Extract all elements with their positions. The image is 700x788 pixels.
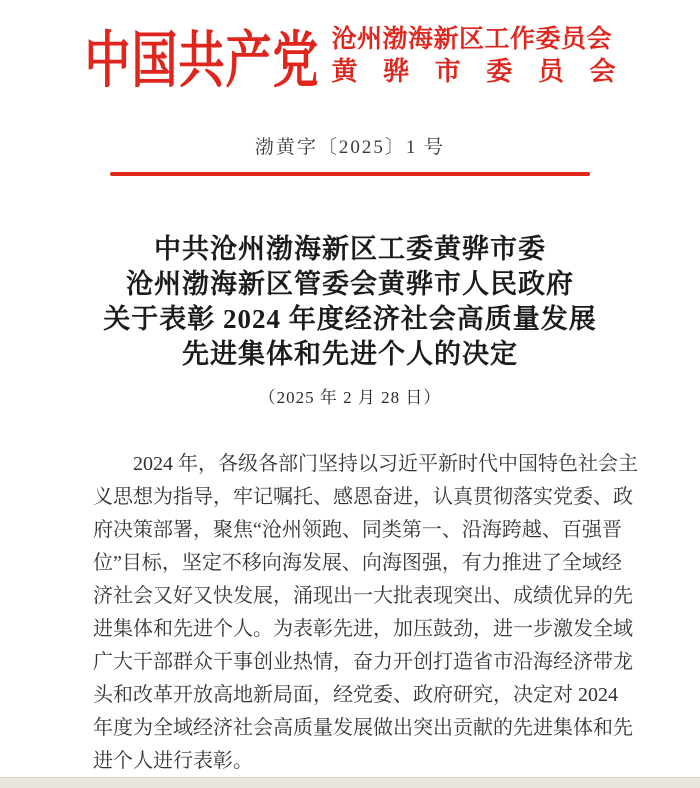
document-title	[0, 232, 700, 372]
body-line: 府决策部署，聚焦“沧州领跑、同类第一、沿海跨越、百强晋	[93, 519, 622, 541]
document-letterhead	[0, 0, 700, 96]
body-line: 进集体和先进个人。为表彰先进，加压鼓劲，进一步激发全域	[93, 618, 633, 640]
committee-line-2: 黄骅市委员会	[331, 57, 616, 86]
body-line: 济社会又好又快发展，涌现出一大批表现突出、成绩优异的先	[93, 585, 633, 607]
body-line: 2024 年，各级各部门坚持以习近平新时代中国特色社会主	[133, 453, 638, 475]
title-line: 先进集体和先进个人的决定	[182, 339, 518, 369]
body-line: 位”目标，坚定不移向海发展、向海图强，有力推进了全域经	[93, 552, 622, 574]
committee-line-1: 沧州渤海新区工作委员会	[331, 26, 613, 53]
body-line: 进个人进行表彰。	[93, 750, 253, 772]
body-line: 头和改革开放高地新局面，经党委、政府研究，决定对 2024	[93, 684, 618, 706]
body-line: 广大干部群众干事创业热情，奋力开创打造省市沿海经济带龙	[93, 651, 633, 673]
document-body	[93, 448, 638, 778]
title-line: 中共沧州渤海新区工委黄骅市委	[154, 234, 546, 264]
document-date: （2025 年 2 月 28 日）	[258, 388, 442, 407]
committee-name-block	[332, 25, 616, 87]
title-line: 沧州渤海新区管委会黄骅市人民政府	[126, 269, 574, 299]
title-line: 关于表彰 2024 年度经济社会高质量发展	[103, 304, 597, 334]
body-line: 年度为全域经济社会高质量发展做出突出贡献的先进集体和先	[93, 717, 633, 739]
party-name-text: 中国共产党	[84, 26, 320, 95]
red-divider-line	[110, 172, 590, 176]
page-bottom-edge	[0, 777, 700, 788]
body-line: 义思想为指导，牢记嘱托、感恩奋进，认真贯彻落实党委、政	[93, 486, 633, 508]
document-number: 渤黄字〔2025〕1 号	[254, 137, 446, 158]
